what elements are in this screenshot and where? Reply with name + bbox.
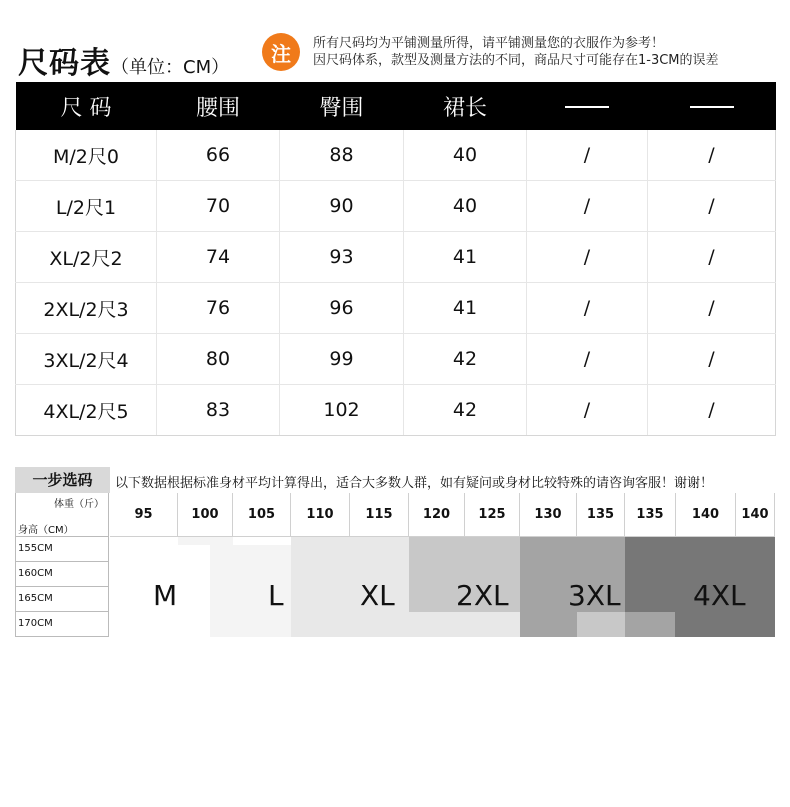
- table-cell: /: [648, 334, 776, 385]
- weight-value: 120: [409, 493, 465, 537]
- table-cell: 96: [280, 283, 404, 334]
- header-size: 尺 码: [16, 82, 157, 130]
- title-unit: （单位：CM）: [111, 57, 230, 78]
- weight-value: 135: [577, 493, 625, 537]
- table-cell: M/2尺0: [16, 130, 157, 181]
- axis-corner: [15, 493, 109, 537]
- height-value: 155CM: [15, 537, 109, 562]
- size-zone-block: [577, 612, 625, 637]
- table-cell: 41: [404, 283, 527, 334]
- quick-size-picker: [15, 467, 775, 637]
- table-cell: 76: [157, 283, 280, 334]
- table-row: [16, 385, 776, 436]
- header-hip: 臀围: [280, 82, 404, 130]
- weight-value: 125: [465, 493, 520, 537]
- size-zone-label: L: [268, 579, 284, 612]
- note-line-2: 因尺码体系，款型及测量方法的不同，商品尺寸可能存在1-3CM的误差: [313, 53, 719, 68]
- table-cell: 42: [404, 385, 527, 436]
- table-cell: /: [648, 181, 776, 232]
- size-zone-block: [178, 537, 233, 545]
- weight-value: 135: [625, 493, 676, 537]
- size-zone-label: M: [153, 579, 178, 612]
- table-row: [16, 334, 776, 385]
- table-cell: /: [527, 334, 648, 385]
- size-zone-block: [409, 612, 465, 637]
- table-row: [16, 130, 776, 181]
- weight-value: 110: [291, 493, 350, 537]
- header-length: 裙长: [404, 82, 527, 130]
- note-badge: 注: [262, 33, 300, 71]
- title-text: 尺码表: [18, 46, 111, 81]
- table-cell: 99: [280, 334, 404, 385]
- table-cell: 88: [280, 130, 404, 181]
- size-zone-block: [178, 545, 210, 637]
- table-cell: L/2尺1: [16, 181, 157, 232]
- table-cell: 66: [157, 130, 280, 181]
- height-value: 165CM: [15, 587, 109, 612]
- table-cell: 4XL/2尺5: [16, 385, 157, 436]
- table-cell: 42: [404, 334, 527, 385]
- table-cell: /: [527, 232, 648, 283]
- table-cell: 93: [280, 232, 404, 283]
- size-zone-label: XL: [360, 579, 395, 612]
- note-line-1: 所有尺码均为平铺测量所得，请平铺测量您的衣服作为参考！: [313, 36, 665, 51]
- size-zone-block: [465, 612, 520, 637]
- weight-value: 95: [110, 493, 178, 537]
- table-cell: /: [648, 232, 776, 283]
- size-zone-label: 2XL: [456, 579, 509, 612]
- dash-divider: [690, 106, 734, 108]
- table-cell: 40: [404, 181, 527, 232]
- table-cell: /: [527, 130, 648, 181]
- size-table-header: [16, 82, 776, 130]
- table-cell: 3XL/2尺4: [16, 334, 157, 385]
- weight-value: 140: [676, 493, 736, 537]
- weight-value: 105: [233, 493, 291, 537]
- table-cell: 40: [404, 130, 527, 181]
- size-table: [15, 82, 776, 436]
- weight-value: 100: [178, 493, 233, 537]
- header-waist: 腰围: [157, 82, 280, 130]
- table-cell: /: [527, 385, 648, 436]
- weight-value: 130: [520, 493, 577, 537]
- header-empty-2: [648, 82, 776, 130]
- page-title: [18, 38, 229, 82]
- table-cell: 83: [157, 385, 280, 436]
- size-zone-label: 4XL: [693, 579, 746, 612]
- size-zone-block: [625, 612, 675, 637]
- header-empty-1: [527, 82, 648, 130]
- height-value: 170CM: [15, 612, 109, 637]
- quick-pick-description: 以下数据根据标准身材平均计算得出，适合大多数人群，如有疑问或身材比较特殊的请咨询客服！谢谢！: [115, 476, 714, 491]
- dash-divider: [565, 106, 609, 108]
- table-cell: /: [648, 130, 776, 181]
- table-row: [16, 283, 776, 334]
- weight-axis-label: 体重（斤）: [54, 499, 104, 510]
- table-cell: /: [527, 283, 648, 334]
- table-cell: 2XL/2尺3: [16, 283, 157, 334]
- height-axis-label: 身高（CM）: [18, 525, 74, 536]
- table-row: [16, 181, 776, 232]
- table-cell: 80: [157, 334, 280, 385]
- table-cell: XL/2尺2: [16, 232, 157, 283]
- note-text: [313, 35, 719, 69]
- table-cell: /: [648, 283, 776, 334]
- quick-pick-tag: 一步选码: [15, 467, 110, 493]
- height-value: 160CM: [15, 562, 109, 587]
- table-row: [16, 232, 776, 283]
- weight-value: 140: [736, 493, 775, 537]
- table-cell: 90: [280, 181, 404, 232]
- table-cell: 41: [404, 232, 527, 283]
- table-cell: 70: [157, 181, 280, 232]
- table-cell: /: [648, 385, 776, 436]
- table-cell: 74: [157, 232, 280, 283]
- table-cell: 102: [280, 385, 404, 436]
- weight-value: 115: [350, 493, 409, 537]
- size-zone-label: 3XL: [568, 579, 621, 612]
- table-cell: /: [527, 181, 648, 232]
